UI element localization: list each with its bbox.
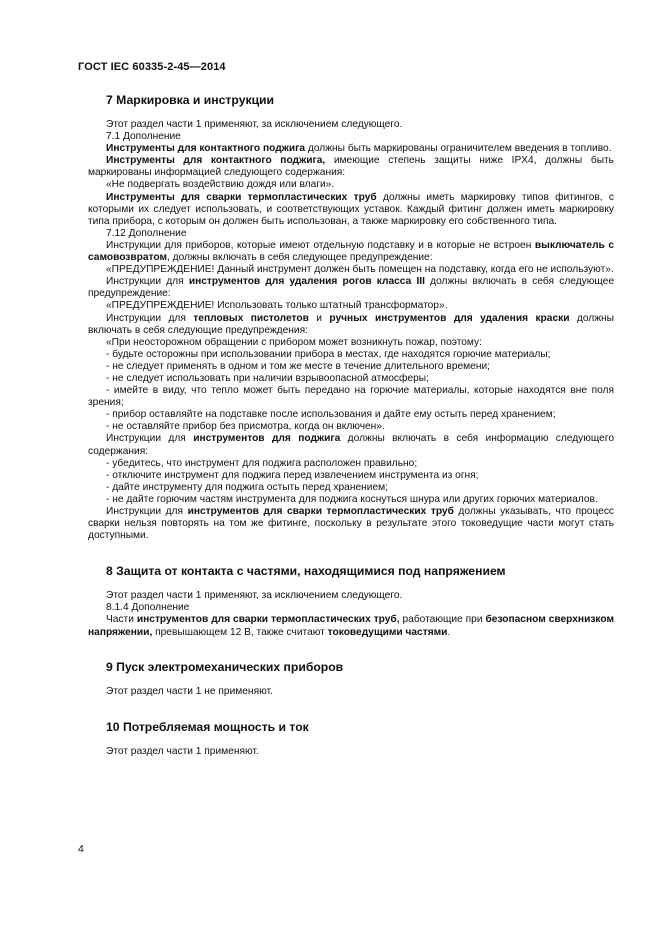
section-8 (88, 564, 614, 638)
section-7-title: 7 Маркировка и инструкции (106, 93, 275, 107)
page-number: 4 (78, 843, 84, 855)
paragraph: Этот раздел части 1 применяют, за исключением следующего. (106, 590, 403, 602)
paragraph: Инструкции для инструментов для удаления рогов класса III должны включать в себя следующее предупреждение: (88, 276, 614, 300)
subclause-heading: 7.1 Дополнение (106, 131, 181, 143)
paragraph: Инструкции для инструментов для поджига должны включать в себя информацию следующего содержания: (88, 433, 614, 457)
list-item: - не следует применять в одном и том же месте в течение длительного времени; (106, 360, 490, 372)
term: выключатель с самовозвратом (88, 239, 615, 264)
list-item: - убедитесь, что инструмент для поджига расположен правильно; (106, 457, 418, 469)
list-item: - дайте инструменту для поджига остыть перед хранением; (106, 481, 388, 493)
list-item: - прибор оставляйте на подставке после использования и дайте ему остыть перед хранением; (106, 409, 556, 421)
paragraph: Части инструментов для сварки термопластических труб, работающие при безопасном сверхнизком напряжении, превышающем 12 В, также считают токоведущими частями. (88, 614, 614, 638)
subclause-heading: 8.1.4 Дополнение (106, 602, 190, 614)
paragraph: Инструменты для контактного поджига, имеющие степень защиты ниже IPX4, должны быть маркированы информацией следующего содержания: (88, 155, 614, 179)
paragraph: Инструкции для тепловых пистолетов и ручных инструментов для удаления краски должны включать в себя следующие предупреждения: (88, 312, 615, 336)
paragraph: «ПРЕДУПРЕЖДЕНИЕ! Использовать только штатный трансформатор». (106, 300, 448, 312)
section-10-title: 10 Потребляемая мощность и ток (106, 719, 309, 734)
document-body (88, 93, 614, 758)
list-item: - не оставляйте прибор без присмотра, когда он включен». (106, 421, 385, 433)
section-7 (88, 93, 614, 542)
paragraph: «Не подвергать воздействию дождя или влаги». (106, 179, 335, 191)
term: ручных инструментов для удаления краски (329, 312, 570, 324)
term: Инструменты для сварки термопластических труб (106, 191, 377, 203)
term: Инструменты для контактного поджига (106, 143, 306, 155)
section-10 (88, 720, 614, 758)
term: инструментов для поджига (193, 433, 341, 445)
section-spacer (88, 542, 614, 564)
list-item: - имейте в виду, что тепло может быть передано на горючие материалы, которые находятся вне поля зрения; (88, 385, 614, 409)
list-item: - не следует использовать при наличии взрывоопасной атмосферы; (106, 372, 429, 384)
section-9-title: 9 Пуск электромеханических приборов (106, 659, 344, 674)
paragraph: Этот раздел части 1 применяют. (106, 745, 259, 757)
term: тепловых пистолетов (193, 312, 309, 324)
list-item: - не дайте горючим частям инструмента для поджига коснуться шнура или других горючих материалов. (106, 493, 598, 505)
paragraph: Инструкции для приборов, которые имеют отдельную подставку и в которые не встроен выключатель с самовозвратом, должны включать в себя следующее предупреждение: (88, 239, 615, 264)
term: инструментов для сварки термопластических труб, (136, 614, 400, 626)
section-8-title: 8 Защита от контакта с частями, находящимися под напряжением (106, 564, 506, 579)
paragraph: Инструменты для контактного поджига должны быть маркированы ограничителем введения в топливо. (106, 143, 612, 155)
paragraph: Этот раздел части 1 не применяют. (106, 685, 273, 697)
paragraph: Инструменты для сварки термопластических труб должны иметь маркировку типов фитингов, с которыми их следует использовать, и соответствующих уставок. Каждый фитинг должен иметь маркировку типа прибора, с которым он должен быть использован, а также маркировку его собственного типа. (88, 191, 615, 227)
document-header: ГОСТ IEC 60335-2-45—2014 (78, 61, 226, 73)
term: безопасном сверхнизком напряжении, (88, 614, 614, 638)
term: инструментов для удаления рогов класса III (188, 276, 425, 288)
term: Инструменты для контактного поджига, (106, 155, 326, 167)
paragraph: «ПРЕДУПРЕЖДЕНИЕ! Данный инструмент должен быть помещен на подставку, когда его не используют». (106, 264, 614, 276)
term: инструментов для сварки термопластических труб (187, 506, 454, 517)
section-spacer (88, 698, 614, 720)
section-spacer (88, 639, 614, 660)
term: токоведущими частями (327, 626, 448, 638)
paragraph: Инструкции для инструментов для сварки термопластических труб должны указывать, что процесс сварки нельзя повторять на том же фитинге, поскольку в результате этого токоведущие части могут стать доступными. (88, 506, 615, 542)
list-item: - отключите инструмент для поджига перед извлечением инструмента из огня; (106, 469, 479, 481)
section-9 (88, 660, 614, 698)
list-item: - будьте осторожны при использовании прибора в местах, где находятся горючие материалы; (106, 348, 551, 360)
paragraph: «При неосторожном обращении с прибором может возникнуть пожар, поэтому: (106, 336, 482, 348)
subclause-heading: 7.12 Дополнение (106, 227, 187, 239)
paragraph: Этот раздел части 1 применяют, за исключением следующего. (106, 119, 403, 130)
